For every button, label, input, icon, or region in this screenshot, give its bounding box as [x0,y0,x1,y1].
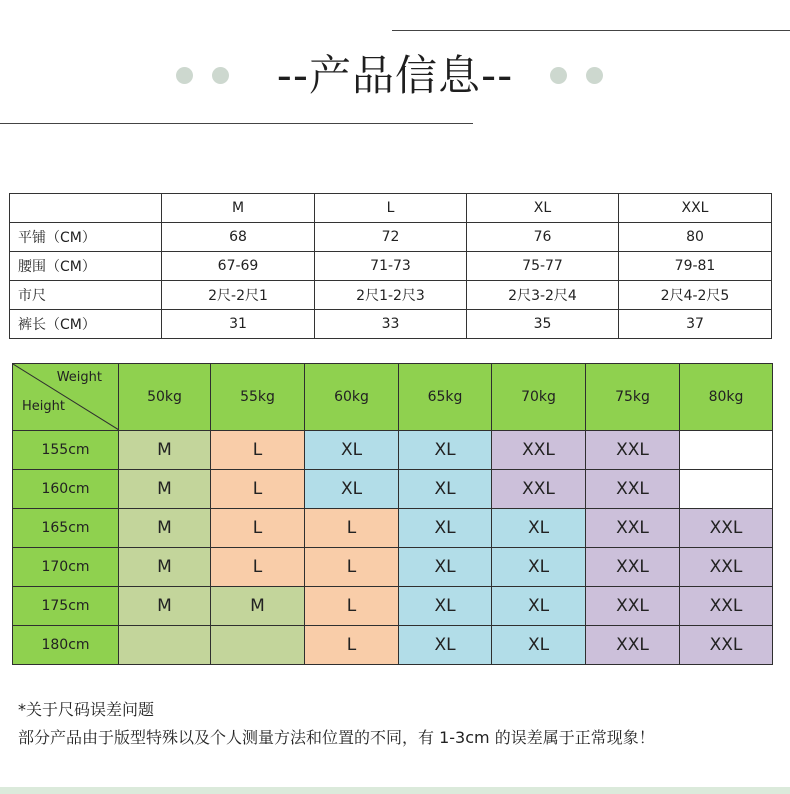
size-cell: XL [399,431,492,470]
height-axis-label: Height [22,399,65,414]
size-cell: XXL [492,470,586,509]
size-cell: XXL [492,431,586,470]
size-cell: XL [399,509,492,548]
size-cell: M [119,587,211,626]
size-cell: XXL [680,548,773,587]
size-chart-row [13,431,773,470]
size-chart-table [12,363,773,665]
spec-cell: 80 [619,223,772,252]
size-cell: M [119,548,211,587]
size-cell [680,470,773,509]
size-chart-row [13,587,773,626]
spec-cell: 2尺1-2尺3 [315,281,467,310]
height-row-label: 180cm [13,626,119,665]
size-cell: XL [492,548,586,587]
spec-cell: 67-69 [162,252,315,281]
size-cell: XL [305,431,399,470]
size-cell: XXL [586,587,680,626]
size-cell: XXL [680,509,773,548]
size-chart-row [13,470,773,509]
size-cell: L [211,509,305,548]
spec-cell: 68 [162,223,315,252]
size-cell: M [119,431,211,470]
spec-table-row [10,281,772,310]
spec-table-corner [10,194,162,223]
spec-cell: 2尺4-2尺5 [619,281,772,310]
weight-header: 65kg [399,364,492,431]
spec-row-label: 裤长（CM） [10,310,162,339]
size-cell: XXL [586,626,680,665]
title-underline [0,123,473,124]
height-row-label: 165cm [13,509,119,548]
size-cell: L [305,587,399,626]
size-cell: XXL [586,509,680,548]
size-cell: XXL [586,470,680,509]
spec-cell: 75-77 [467,252,619,281]
size-cell [119,626,211,665]
spec-col-header: XL [467,194,619,223]
spec-row-label: 市尺 [10,281,162,310]
size-cell: XL [492,587,586,626]
spec-row-label: 腰围（CM） [10,252,162,281]
height-row-label: 160cm [13,470,119,509]
top-divider-line [392,30,790,31]
size-chart-row [13,548,773,587]
size-cell: M [119,509,211,548]
size-cell: XL [399,626,492,665]
size-cell: XL [492,626,586,665]
size-cell: XL [399,587,492,626]
spec-table-header-row [10,194,772,223]
weight-header: 50kg [119,364,211,431]
weight-header: 70kg [492,364,586,431]
size-cell: XXL [680,626,773,665]
spec-cell: 2尺3-2尺4 [467,281,619,310]
page-title: --产品信息-- [276,51,514,100]
size-cell: L [211,431,305,470]
size-chart-corner-cell [13,364,119,431]
size-cell: XL [399,470,492,509]
spec-cell: 72 [315,223,467,252]
size-cell: XL [399,548,492,587]
size-cell [680,431,773,470]
spec-table [9,193,772,339]
spec-col-header: M [162,194,315,223]
height-row-label: 170cm [13,548,119,587]
spec-cell: 79-81 [619,252,772,281]
size-chart-row [13,509,773,548]
spec-cell: 31 [162,310,315,339]
bottom-accent-bar [0,787,790,794]
size-cell: L [305,626,399,665]
size-cell: L [305,548,399,587]
size-cell: M [211,587,305,626]
size-cell: M [119,470,211,509]
spec-cell: 71-73 [315,252,467,281]
height-row-label: 175cm [13,587,119,626]
size-error-note-heading: *关于尺码误差问题 [18,700,155,719]
size-error-note-body: 部分产品由于版型特殊以及个人测量方法和位置的不同，有 1-3cm 的误差属于正常现象！ [18,728,655,747]
size-cell: L [211,548,305,587]
spec-cell: 37 [619,310,772,339]
weight-header: 75kg [586,364,680,431]
spec-table-row [10,223,772,252]
size-cell: XXL [586,431,680,470]
spec-cell: 2尺-2尺1 [162,281,315,310]
size-cell: L [305,509,399,548]
size-cell: XL [492,509,586,548]
size-chart-row [13,626,773,665]
spec-col-header: L [315,194,467,223]
spec-cell: 33 [315,310,467,339]
spec-table-row [10,310,772,339]
spec-row-label: 平铺（CM） [10,223,162,252]
spec-cell: 35 [467,310,619,339]
spec-col-header: XXL [619,194,772,223]
size-cell: XL [305,470,399,509]
spec-cell: 76 [467,223,619,252]
height-row-label: 155cm [13,431,119,470]
size-chart-header-row [13,364,773,431]
size-cell [211,626,305,665]
size-cell: L [211,470,305,509]
size-cell: XXL [586,548,680,587]
weight-axis-label: Weight [56,370,102,385]
weight-header: 80kg [680,364,773,431]
spec-table-row [10,252,772,281]
weight-header: 55kg [211,364,305,431]
weight-header: 60kg [305,364,399,431]
size-cell: XXL [680,587,773,626]
